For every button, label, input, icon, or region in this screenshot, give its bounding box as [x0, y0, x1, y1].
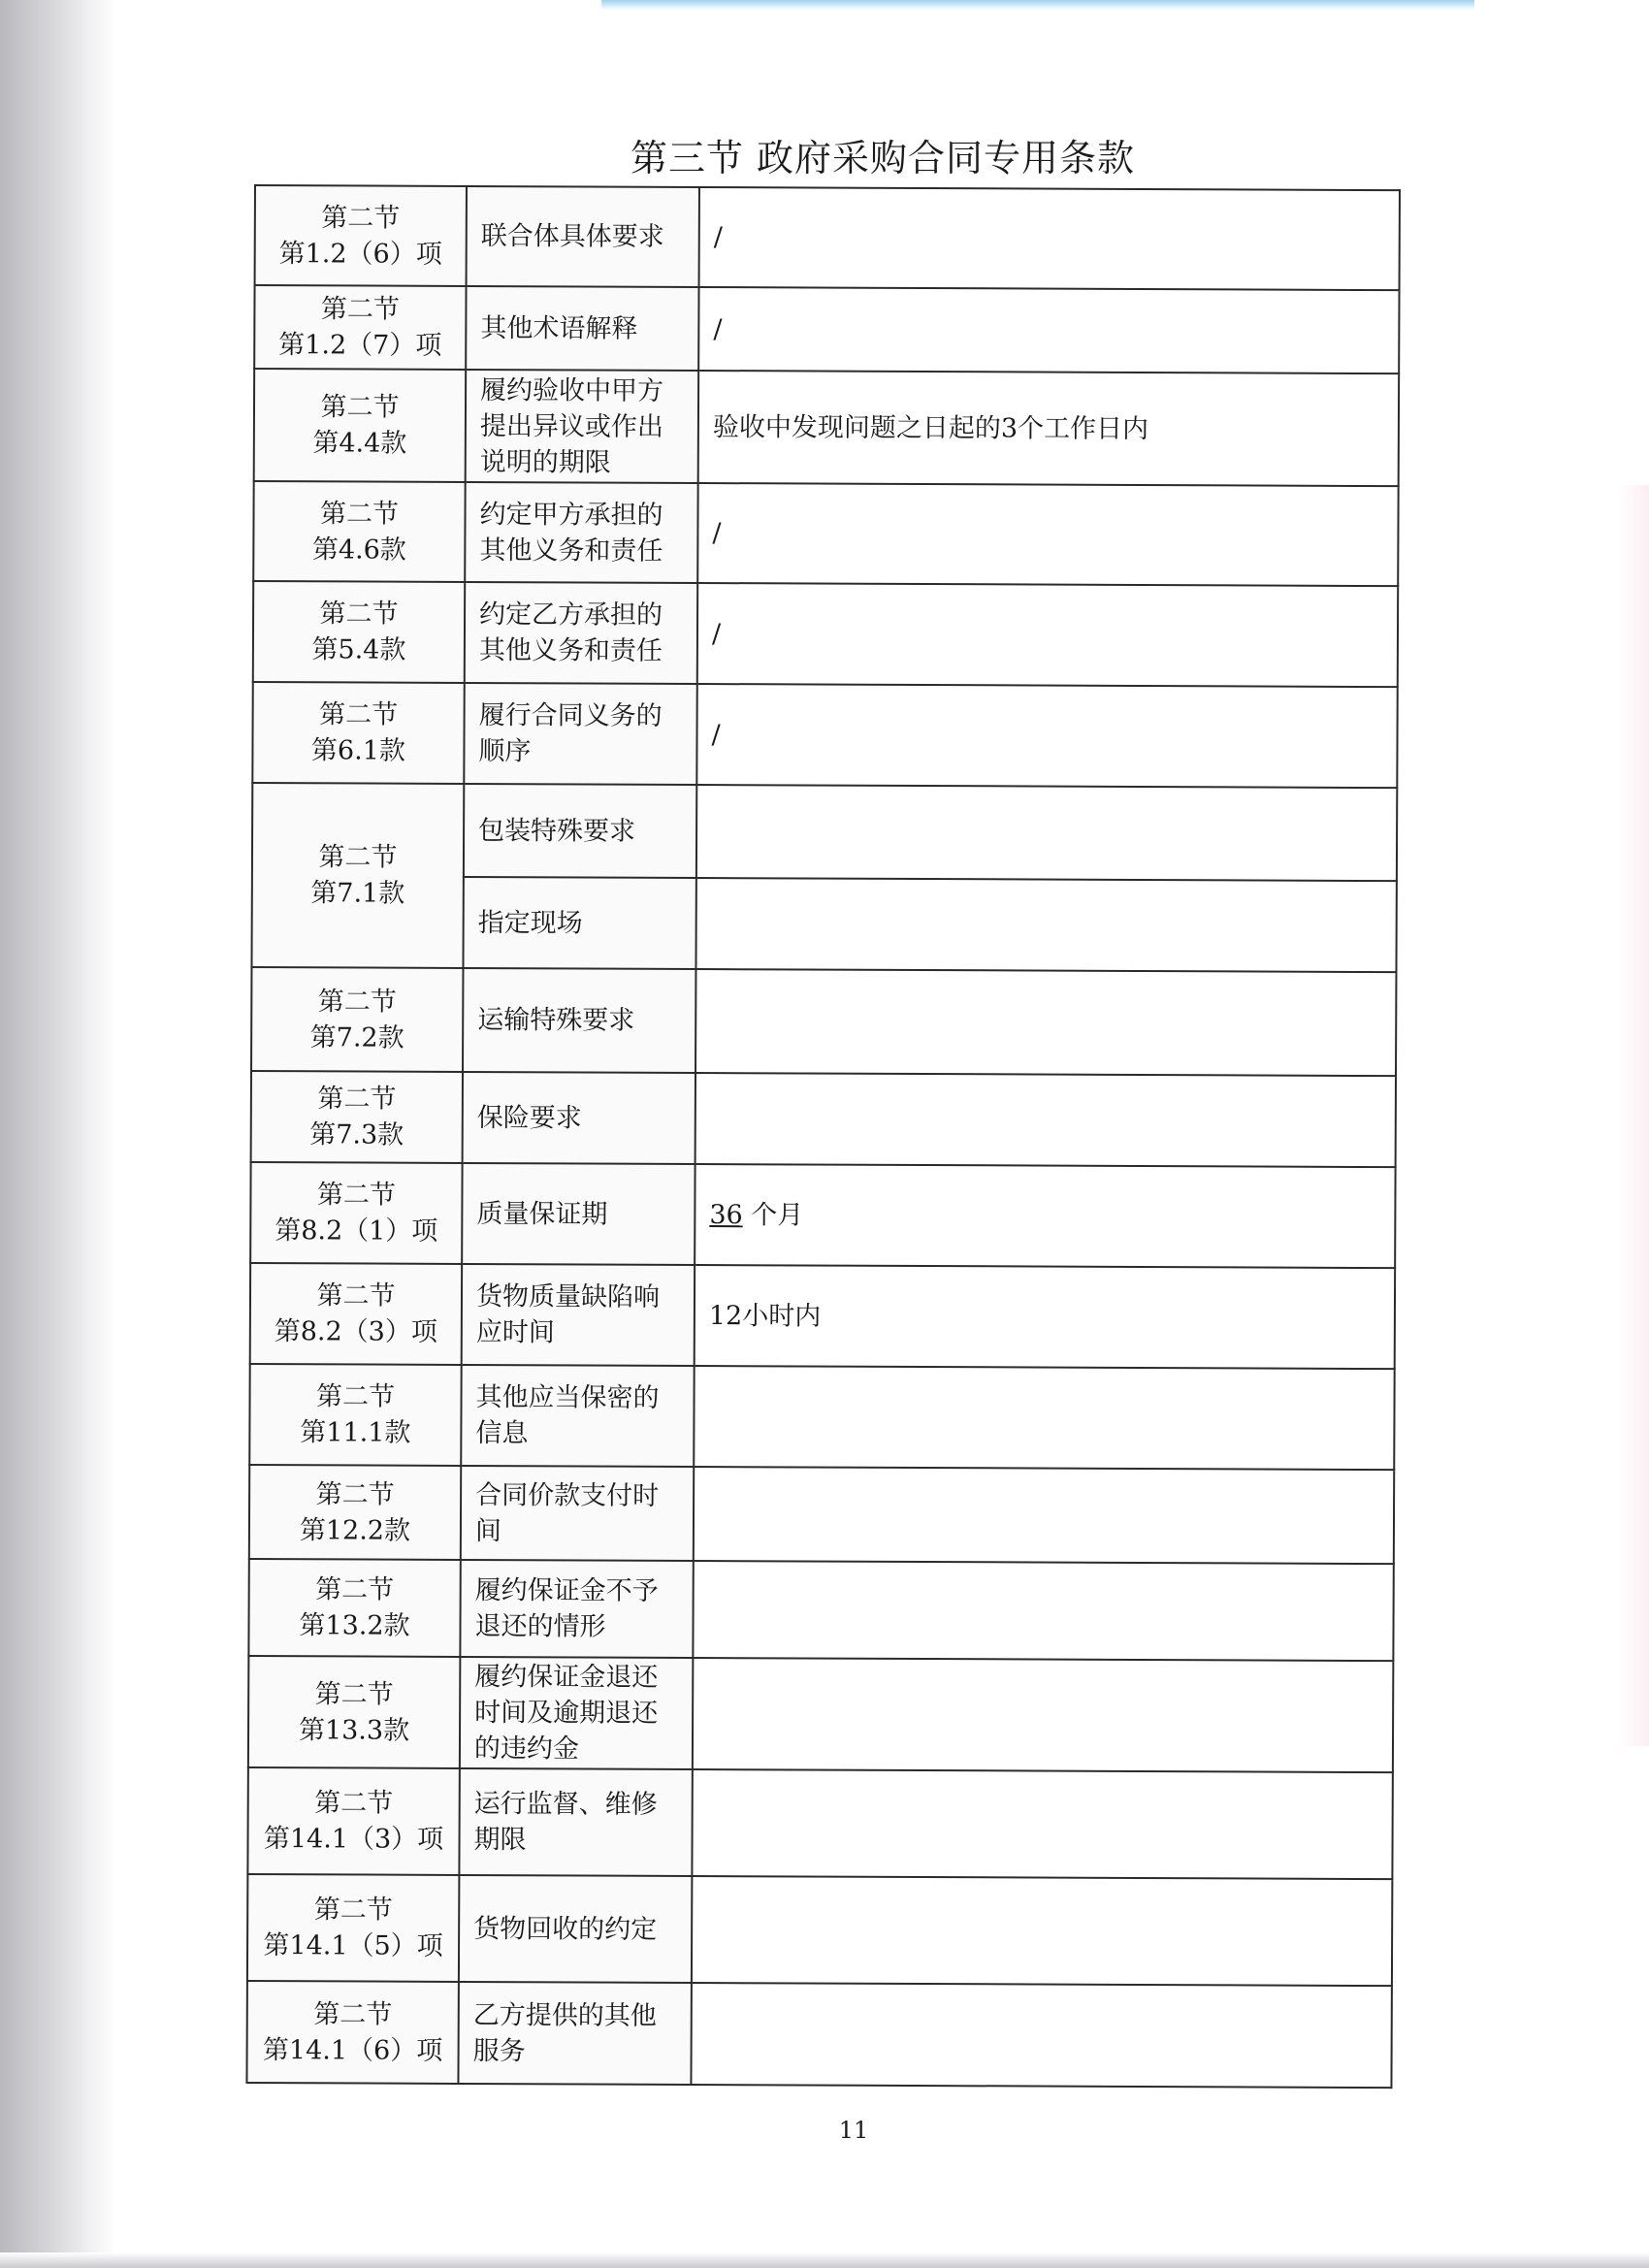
table-row [250, 1162, 1395, 1268]
clause-ref: 第二节 第1.2（7）项 [254, 285, 466, 370]
clause-ref: 第二节 第7.3款 [251, 1071, 463, 1163]
clause-value [696, 785, 1397, 881]
table-row [253, 481, 1398, 586]
table-row [252, 682, 1397, 788]
table-row [249, 1364, 1394, 1470]
clause-value [692, 1769, 1392, 1879]
clause-value [694, 1467, 1394, 1564]
clause-item: 运行监督、维修期限 [459, 1768, 692, 1876]
table-row [253, 581, 1398, 687]
clause-item: 履行合同义务的顺序 [464, 683, 696, 785]
clause-item: 货物回收的约定 [459, 1875, 692, 1983]
table-row [248, 1656, 1393, 1772]
warranty-months-value: 36 [709, 1199, 743, 1230]
clause-value: / [698, 287, 1399, 373]
clause-ref: 第二节 第14.1（3）项 [247, 1767, 459, 1875]
clause-ref: 第二节 第11.1款 [249, 1364, 461, 1466]
clause-value [691, 1983, 1391, 2088]
clause-value [692, 1876, 1392, 1986]
table-row [247, 1767, 1392, 1879]
clause-ref: 第二节 第13.3款 [248, 1656, 460, 1768]
clause-item: 其他应当保密的信息 [461, 1365, 694, 1467]
clause-value: / [697, 583, 1398, 687]
table-row [251, 1071, 1396, 1167]
clause-value: 12小时内 [695, 1265, 1395, 1369]
clause-value: / [699, 187, 1400, 290]
clause-value: / [697, 483, 1398, 586]
clause-value [695, 1073, 1396, 1167]
clause-ref: 第二节 第8.2（3）项 [250, 1263, 462, 1365]
clause-item: 货物质量缺陷响应时间 [462, 1264, 695, 1366]
table-row [254, 285, 1399, 373]
clause-item: 包装特殊要求 [464, 784, 696, 878]
clause-value [693, 1561, 1393, 1661]
clause-item: 约定乙方承担的其他义务和责任 [465, 582, 697, 684]
clause-ref: 第二节 第5.4款 [253, 581, 465, 683]
clause-ref: 第二节 第13.2款 [248, 1559, 460, 1657]
table-row [248, 1559, 1393, 1661]
clause-item: 履约保证金退还时间及逾期退还的违约金 [460, 1657, 693, 1769]
page-number: 11 [838, 2117, 869, 2144]
clause-value: 验收中发现问题之日起的3个工作日内 [698, 371, 1399, 486]
clause-value [694, 1366, 1394, 1470]
clause-item: 乙方提供的其他服务 [458, 1982, 691, 2085]
table-row [250, 1263, 1395, 1369]
table-row [255, 185, 1400, 290]
clause-item: 履约验收中甲方提出异议或作出说明的期限 [466, 370, 699, 483]
clause-item: 约定甲方承担的其他义务和责任 [465, 482, 697, 583]
clause-ref: 第二节 第6.1款 [252, 682, 464, 784]
clause-item: 质量保证期 [462, 1163, 695, 1265]
clause-item: 联合体具体要求 [467, 186, 699, 287]
table-row [247, 1874, 1392, 1986]
clause-ref: 第二节 第7.1款 [251, 783, 464, 968]
table-row [249, 1465, 1394, 1564]
clause-item: 运输特殊要求 [463, 968, 695, 1073]
clause-ref: 第二节 第14.1（5）项 [247, 1874, 459, 1982]
page-title: 第三节 政府采购合同专用条款 [630, 137, 1136, 179]
clause-item: 其他术语解释 [466, 286, 698, 371]
clause-ref: 第二节 第1.2（6）项 [255, 185, 467, 286]
clause-value [695, 969, 1396, 1076]
table-row [254, 369, 1399, 486]
table-row [246, 1981, 1391, 2088]
table-row [252, 783, 1397, 881]
clause-item: 合同价款支付时间 [461, 1466, 694, 1561]
clause-ref: 第二节 第8.2（1）项 [250, 1162, 462, 1264]
clause-item: 履约保证金不予退还的情形 [460, 1560, 693, 1658]
clause-value [695, 878, 1396, 972]
clause-item: 保险要求 [463, 1072, 695, 1164]
clause-ref: 第二节 第12.2款 [249, 1465, 461, 1560]
clause-ref: 第二节 第4.6款 [253, 481, 465, 582]
clause-ref: 第二节 第7.2款 [251, 967, 463, 1072]
clause-item: 指定现场 [463, 877, 695, 969]
warranty-unit: 个月 [751, 1199, 804, 1230]
clause-value [693, 1658, 1393, 1772]
clause-value [695, 1164, 1395, 1268]
table-row [251, 967, 1396, 1076]
clause-ref: 第二节 第4.4款 [254, 369, 467, 482]
special-terms-table [245, 184, 1401, 2089]
clause-value: / [696, 684, 1397, 788]
clause-ref: 第二节 第14.1（6）项 [246, 1981, 458, 2084]
